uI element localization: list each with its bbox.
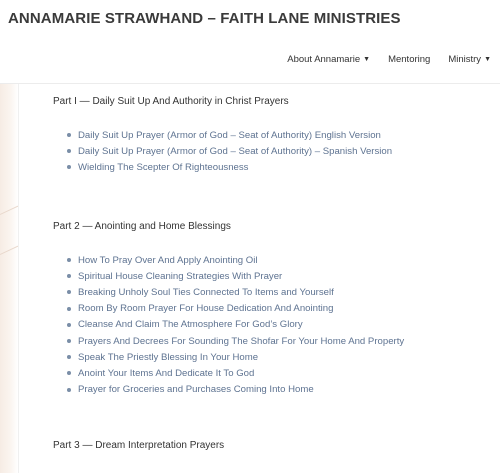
chevron-down-icon: ▼ <box>484 56 491 63</box>
bullet-icon <box>67 258 71 262</box>
bullet-icon <box>67 323 71 327</box>
prayer-link[interactable]: Anoint Your Items And Dedicate It To God <box>78 367 255 379</box>
main-nav <box>287 54 491 65</box>
list-item[interactable] <box>67 127 392 143</box>
list-item[interactable] <box>67 268 404 284</box>
link-list-part-2 <box>67 252 404 398</box>
nav-item-label: About Annamarie <box>287 54 361 65</box>
site-title[interactable]: ANNAMARIE STRAWHAND – FAITH LANE MINISTRIES <box>8 10 401 27</box>
bullet-icon <box>67 307 71 311</box>
section-heading: Part 3 — Dream Interpretation Prayers <box>53 440 225 451</box>
link-list-part-1 <box>67 127 392 176</box>
prayer-link[interactable]: Room By Room Prayer For House Dedication And Anointing <box>78 303 334 315</box>
prayer-link[interactable]: Daily Suit Up Prayer (Armor of God – Seat of Authority) English Version <box>78 129 381 141</box>
bullet-icon <box>67 371 71 375</box>
bullet-icon <box>67 274 71 278</box>
nav-item-label: Ministry <box>448 54 482 65</box>
bullet-icon <box>67 388 71 392</box>
list-item[interactable] <box>67 159 392 175</box>
list-item[interactable] <box>67 317 404 333</box>
section-part-3 <box>53 440 224 451</box>
header-divider <box>0 83 500 84</box>
list-item[interactable] <box>67 333 404 349</box>
list-item[interactable] <box>67 301 404 317</box>
nav-item-about-annamarie[interactable] <box>287 54 370 65</box>
prayer-link[interactable]: How To Pray Over And Apply Anointing Oil <box>78 254 258 266</box>
list-item[interactable] <box>67 284 404 300</box>
prayer-link[interactable]: Prayer for Groceries and Purchases Coming Into Home <box>78 384 314 396</box>
list-item[interactable] <box>67 143 392 159</box>
nav-item-label: Mentoring <box>388 54 431 65</box>
bullet-icon <box>67 339 71 343</box>
bullet-icon <box>67 165 71 169</box>
prayer-link[interactable]: Cleanse And Claim The Atmosphere For God’s Glory <box>78 319 303 331</box>
section-part-1 <box>53 96 289 107</box>
section-heading: Part I — Daily Suit Up And Authority in Christ Prayers <box>53 96 289 107</box>
list-item[interactable] <box>67 365 404 381</box>
chevron-down-icon: ▼ <box>363 56 371 63</box>
decorative-background <box>0 84 18 473</box>
prayer-link[interactable]: Breaking Unholy Soul Ties Connected To Items and Yourself <box>78 286 334 298</box>
list-item[interactable] <box>67 382 404 398</box>
bullet-icon <box>67 149 71 153</box>
prayer-link[interactable]: Spiritual House Cleaning Strategies With Prayer <box>78 270 283 282</box>
list-item[interactable] <box>67 252 404 268</box>
prayer-link[interactable]: Speak The Priestly Blessing In Your Home <box>78 351 259 363</box>
list-item[interactable] <box>67 349 404 365</box>
prayer-link[interactable]: Wielding The Scepter Of Righteousness <box>78 161 249 173</box>
prayer-link[interactable]: Daily Suit Up Prayer (Armor of God – Seat of Authority) – Spanish Version <box>78 145 393 157</box>
bullet-icon <box>67 133 71 137</box>
nav-item-mentoring[interactable] <box>388 54 430 65</box>
section-heading: Part 2 — Anointing and Home Blessings <box>53 221 231 232</box>
nav-item-ministry[interactable] <box>448 54 491 65</box>
bullet-icon <box>67 290 71 294</box>
bullet-icon <box>67 355 71 359</box>
section-part-2 <box>53 221 231 232</box>
prayer-link[interactable]: Prayers And Decrees For Sounding The Shofar For Your Home And Property <box>78 335 405 347</box>
